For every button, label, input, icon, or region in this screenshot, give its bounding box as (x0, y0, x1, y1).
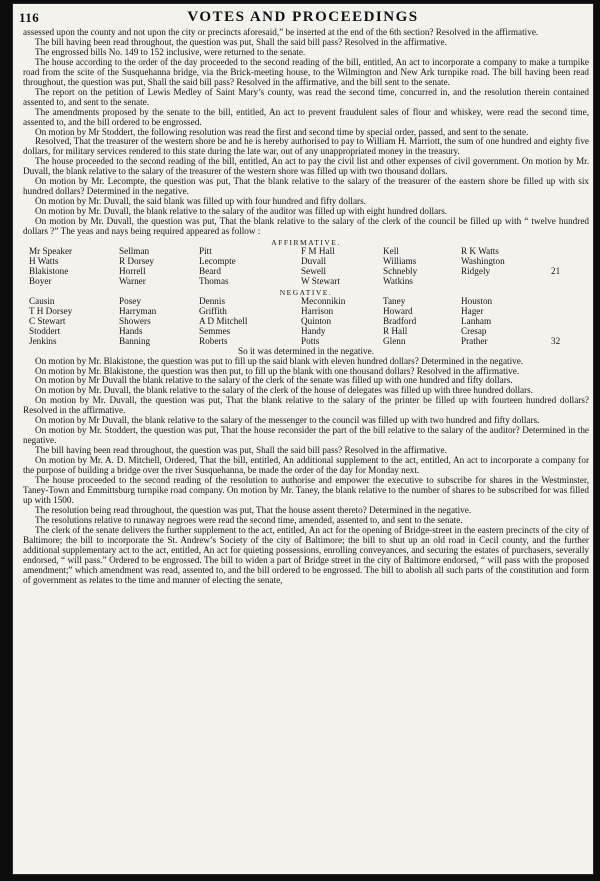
paragraph: On motion by Mr. Duvall, the question was put, That the blank relative to the salary of the clerk of the council be filled up with “ twelve hundred dollars ?” The yeas and nays being required appeared as follow : (23, 216, 589, 237)
voter-name: Thomas (199, 275, 229, 286)
voter-name: Mr Speaker (29, 246, 73, 257)
voter-name: Sellman (119, 246, 150, 257)
voter-name: Blakistone (29, 265, 69, 276)
paragraph: The resolution being read throughout, the question was put, That the house assent thereto? Determined in the negative. (35, 504, 472, 515)
affirmative-heading: AFFIRMATIVE. (271, 238, 341, 248)
voter-name: Lanham (461, 315, 492, 326)
paragraphs-top (23, 28, 589, 237)
voter-name: Schnebly (383, 265, 418, 276)
voter-name: Horrell (119, 265, 146, 276)
voter-name: A D Mitchell (199, 315, 248, 326)
voter-name: F M Hall (301, 246, 335, 257)
page-number: 116 (19, 10, 40, 25)
page-header (13, 7, 593, 27)
voter-name: Harryman (119, 305, 157, 316)
paragraph: The amendments proposed by the senate to the bill, entitled, An act to prevent fraudulent sales of flour and whiskey, were read the second time, assented to, and the bill ordered to be engrossed. (23, 106, 589, 127)
paragraph: On motion by Mr. Blakistone, the question was then put, to fill up the blank with one thousand dollars? Resolved in the affirmative. (35, 365, 520, 376)
voter-name: 21 (551, 265, 561, 276)
voter-name (551, 297, 589, 307)
voter-name: Showers (119, 315, 151, 326)
paragraph: The house proceeded to the second reading of the resolution to authorise and empower the executive to subscribe for shares in the Westminster, Taney-Town and Emmittsburg turnpike road company. On motion by Mr. Taney, the blank relative to the number of shares to be subscribed for was filled up with 1500. (23, 474, 589, 505)
voter-name: R Dorsey (119, 255, 154, 266)
paragraph: The house according to the order of the day proceeded to the second reading of the bill, entitled, An act to incorporate a company to make a turnpike road from the scite of the Susquehanna bridge, via the Brick-meeting house, to the Wilmington and New Ark turnpike road. The bill having been read throughout, the question was put, Shall the said bill pass? Resolved in the affirmative, and the bill sent to the senate. (23, 56, 589, 87)
voter-name: H Watts (29, 255, 59, 266)
paragraphs-bottom (23, 357, 589, 586)
voter-name: Taney (383, 295, 406, 306)
voter-name: W Stewart (301, 275, 340, 286)
paragraph: On motion by Mr Duvall the blank relative to the salary of the clerk of the senate was filled up with one hundred and fifty dollars. (35, 375, 513, 386)
vote-determination: So it was determined in the negative. (238, 345, 374, 356)
voter-name: Jenkins (29, 335, 57, 346)
voter-name: C Stewart (29, 315, 66, 326)
page-title: VOTES AND PROCEEDINGS (187, 9, 419, 25)
paragraph: The clerk of the senate delivers the further supplement to the act, entitled, An act for the opening of Bridge-street in the eastern precincts of the city of Baltimore; the bill to incorporate the St. Andrew’s Society of the city of Baltimore; the bill to shut up an old road in Cecil county, and the further additional supplementary act to the act, entitled, An act for quieting possessions, enrolling conveyances, and securing the estates of purchasers, severally endorsed, “ will pass.” Ordered to be engrossed. The bill to widen a part of Bridge street in the city of Baltimore endorsed, “ will pass with the proposed amendment;” which amendment was read, assented to, and the bill ordered to be engrossed. The bill to abolish all such parts of the constitution and form of government as relates to the time and manner of electing the senate, (23, 524, 589, 585)
voter-name: Quinton (301, 315, 332, 326)
voter-name: Causin (29, 295, 55, 306)
voter-name: Williams (383, 255, 417, 266)
voter-name: 32 (551, 335, 561, 346)
paragraph: The engrossed bills No. 149 to 152 inclusive, were returned to the senate. (35, 46, 306, 57)
paragraph: On motion by Mr. Stoddert, the question was put, That the house reconsider the part of the bill relative to the salary of the auditor? Determined in the negative. (23, 425, 589, 446)
voter-name: T H Dorsey (29, 305, 73, 316)
voter-name (461, 277, 551, 287)
document-body (23, 28, 589, 585)
paragraph: On motion by Mr. Duvall, the blank relative to the salary of the clerk of the house of delegates was filled up with three hundred dollars. (35, 385, 534, 396)
paragraph: The resolutions relative to runaway negroes were read the second time, amended, assented to, and sent to the senate. (35, 514, 463, 525)
voter-name: Potts (301, 335, 320, 346)
voter-name: Beard (199, 265, 221, 276)
paragraph: On motion by Mr. Duvall, the blank relative to the salary of the auditor was filled up with eight hundred dollars. (35, 206, 448, 217)
paragraph: On motion by Mr Stoddert, the following resolution was read the first and second time by special order, passed, and sent to the senate. (35, 126, 529, 137)
document-page (13, 4, 593, 874)
voter-name: Houston (461, 295, 493, 306)
voter-name: Cresap (461, 325, 487, 336)
voter-name: Duvall (301, 255, 327, 266)
voter-name: R K Watts (461, 246, 499, 257)
voter-name: Washington (461, 255, 505, 266)
voter-name: Kell (383, 246, 399, 257)
voter-name: Prather (461, 335, 488, 346)
voter-name (551, 277, 589, 287)
voter-name: Bradford (383, 315, 417, 326)
voter-name: Semmes (199, 325, 231, 336)
paragraph: assessed upon the county and not upon the city or precincts aforesaid,” be inserted at the end of the 6th section? Resolved in the affirmative. (23, 27, 539, 37)
affirmative-vote-list (29, 247, 589, 287)
voter-name (551, 247, 589, 257)
voter-name: Glenn (383, 335, 406, 346)
voter-name: Griffith (199, 305, 227, 316)
voter-name: Sewell (301, 265, 327, 276)
negative-vote-list (29, 297, 589, 347)
voter-name: Lecompte (199, 255, 236, 266)
paragraph: The bill having been read throughout, the question was put, Shall the said bill pass? Resolved in the affirmative. (35, 445, 447, 456)
negative-heading: NEGATIVE. (279, 287, 333, 297)
voter-name: Watkins (383, 275, 413, 286)
voter-name: Howard (383, 305, 413, 316)
voter-name: Warner (119, 275, 146, 286)
voter-name: Roberts (199, 335, 228, 346)
paragraph: On motion by Mr. Blakistone, the question was put to fill up the said blank with eleven hundred dollars? Determined in the negative. (35, 355, 524, 366)
voter-name (551, 317, 589, 327)
paragraph: The bill having been read throughout, the question was put, Shall the said bill pass? Resolved in the affirmative. (35, 36, 447, 47)
paragraph: The house proceeded to the second reading of the bill, entitled, An act to pay the civil list and other expenses of civil government. On motion by Mr. Duvall, the blank relative to the salary of the treasurer of the western shore was filled up with two thousand dollars. (23, 156, 589, 177)
paragraph: The report on the petition of Lewis Medley of Saint Mary’s county, was read the second time, concurred in, and the resolution therein contained assented to, and sent to the senate. (23, 86, 589, 107)
paragraph: On motion by Mr. A. D. Mitchell, Ordered, That the bill, entitled, An additional supplement to the act, entitled, An act to incorporate a company for the purpose of building a bridge over the river Susquehanna, be made the order of the day for Monday next. (23, 455, 589, 476)
voter-name: Pitt (199, 246, 212, 257)
voter-name: Posey (119, 295, 141, 306)
paragraph: On motion by Mr. Lecompte, the question was put, That the blank relative to the salary of the treasurer of the eastern shore be filled up with six hundred dollars? Determined in the negative. (23, 176, 589, 197)
voter-name: Stoddert (29, 325, 61, 336)
voter-name: R Hall (383, 325, 408, 336)
voter-name: Hager (461, 305, 484, 316)
paragraph: Resolved, That the treasurer of the western shore be and he is hereby authorised to pay to William H. Marriott, the sum of one hundred and eighty five dollars, for military services rendered to this state during the late war, out of any unappropriated money in the treasury. (23, 136, 589, 157)
voter-name: Hands (119, 325, 143, 336)
voter-name: Boyer (29, 275, 52, 286)
voter-name: Handy (301, 325, 326, 336)
voter-name: Dennis (199, 295, 226, 306)
voter-name: Harrison (301, 305, 334, 316)
paragraph: On motion by Mr. Duvall, the question was put, That the blank relative to the salary of the printer be filled up with fourteen hundred dollars? Resolved in the affirmative. (23, 395, 589, 416)
paragraph: On motion by Mr Duvall, the blank relative to the salary of the messenger to the council was filled up with two hundred and fifty dollars. (35, 415, 540, 426)
voter-name: Banning (119, 335, 151, 346)
voter-name: Ridgely (461, 265, 491, 276)
voter-name: Meconnikin (301, 295, 346, 306)
voter-name (551, 307, 589, 317)
paragraph: On motion by Mr. Duvall, the said blank was filled up with four hundred and fifty dollars. (35, 196, 366, 207)
